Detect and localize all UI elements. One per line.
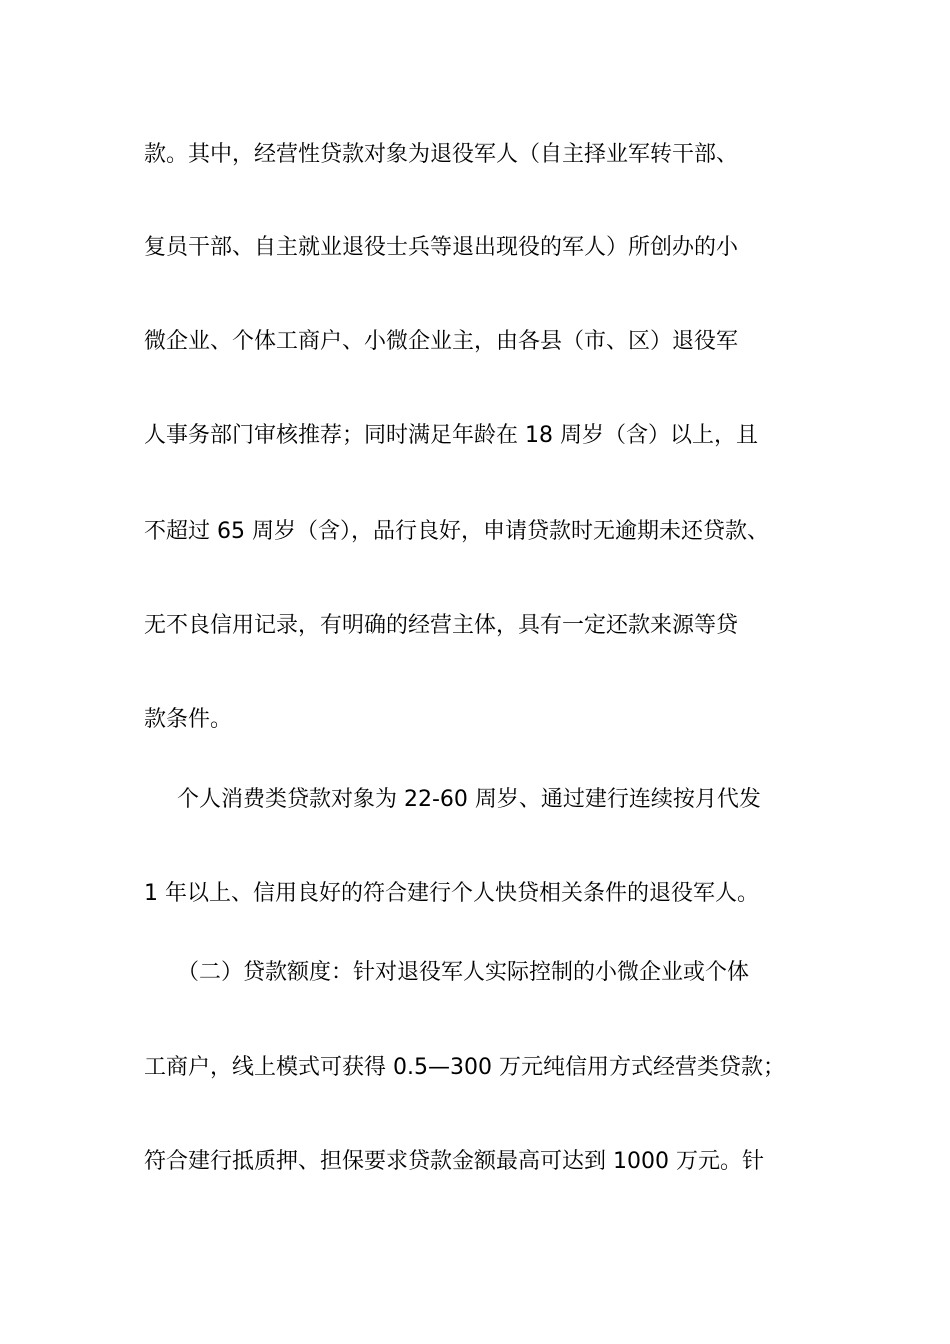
section-loan-amount-line-2: 工商户，线上模式可获得 0.5—300 万元纯信用方式经营类贷款；: [144, 1055, 785, 1080]
section-loan-amount-line-3: 符合建行抵质押、担保要求贷款金额最高可达到 1000 万元。针: [144, 1149, 764, 1174]
text-line-7: 款条件。: [144, 707, 233, 732]
section-loan-amount-line-1: （二）贷款额度：针对退役军人实际控制的小微企业或个体: [177, 960, 750, 985]
text-line-5: 不超过 65 周岁（含），品行良好，申请贷款时无逾期未还贷款、: [144, 519, 769, 544]
text-line-1: 款。其中，经营性贷款对象为退役军人（自主择业军转干部、: [144, 142, 739, 167]
text-line-4: 人事务部门审核推荐；同时满足年龄在 18 周岁（含）以上，且: [144, 423, 758, 448]
text-line-6: 无不良信用记录，有明确的经营主体，具有一定还款来源等贷: [144, 613, 739, 638]
paragraph-consumer-loan-line-2: 1 年以上、信用良好的符合建行个人快贷相关条件的退役军人。: [144, 881, 759, 906]
paragraph-consumer-loan-line-1: 个人消费类贷款对象为 22-60 周岁、通过建行连续按月代发: [177, 787, 761, 812]
text-line-3: 微企业、个体工商户、小微企业主，由各县（市、区）退役军: [144, 329, 739, 354]
text-line-2: 复员干部、自主就业退役士兵等退出现役的军人）所创办的小: [144, 235, 739, 260]
